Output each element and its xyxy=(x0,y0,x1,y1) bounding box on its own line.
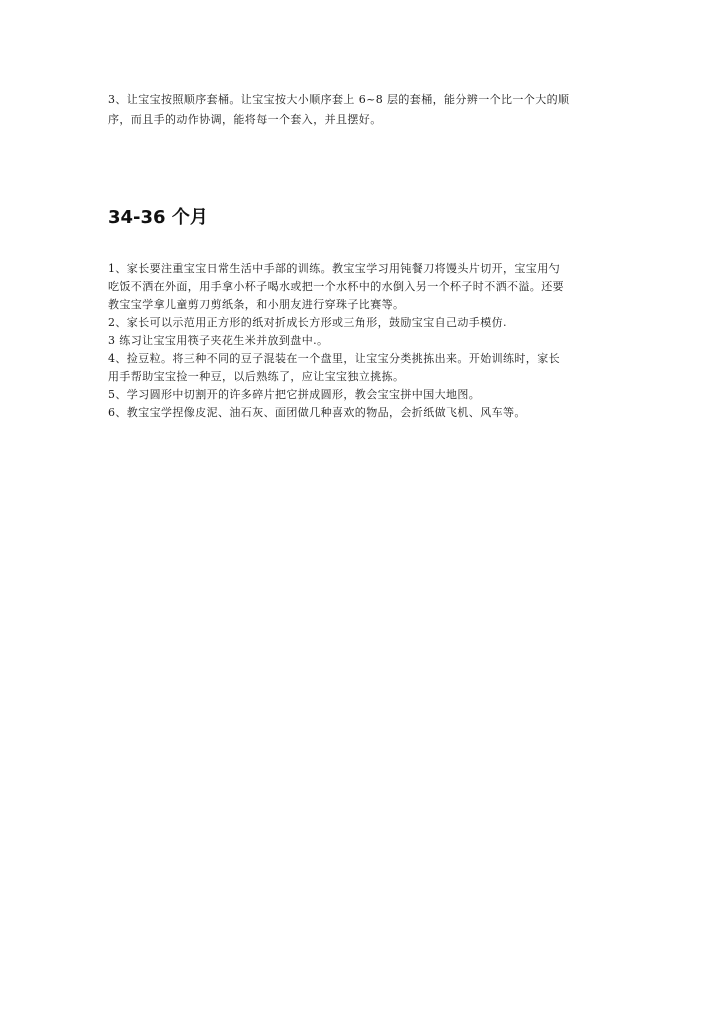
list-item-line: 教宝宝学拿儿童剪刀剪纸条，和小朋友进行穿珠子比赛等。 xyxy=(108,298,405,311)
list-item-line: 吃饭不洒在外面，用手拿小杯子喝水或把一个水杯中的水倒入另一个杯子时不洒不溢。还要 xyxy=(108,280,564,293)
paragraph-line: 序，而且手的动作协调，能将每一个套入，并且摆好。 xyxy=(108,113,382,126)
section-list xyxy=(108,260,618,422)
intro-paragraph xyxy=(108,90,618,130)
list-item-line: 3 练习让宝宝用筷子夹花生米并放到盘中.。 xyxy=(108,334,329,347)
list-item-line: 1、家长要注重宝宝日常生活中手部的训练。教宝宝学习用钝餐刀将馒头片切开，宝宝用勺 xyxy=(108,262,560,275)
list-item-line: 5、学习圆形中切割开的许多碎片把它拼成圆形，教会宝宝拼中国大地图。 xyxy=(108,388,481,401)
list-item-line: 6、教宝宝学捏像皮泥、油石灰、面团做几种喜欢的物品，会折纸做飞机、风车等。 xyxy=(108,406,526,419)
list-item-line: 4、捡豆粒。将三种不同的豆子混装在一个盘里，让宝宝分类挑拣出来。开始训练时，家长 xyxy=(108,352,560,365)
section-heading: 34-36 个月 xyxy=(108,207,208,228)
list-item-line: 2、家长可以示范用正方形的纸对折成长方形或三角形，鼓励宝宝自己动手模仿. xyxy=(108,316,507,329)
list-item-line: 用手帮助宝宝捡一种豆，以后熟练了，应让宝宝独立挑拣。 xyxy=(108,370,405,383)
paragraph-line: 3、让宝宝按照顺序套桶。让宝宝按大小顺序套上 6~8 层的套桶，能分辨一个比一个大的顺 xyxy=(108,93,570,106)
